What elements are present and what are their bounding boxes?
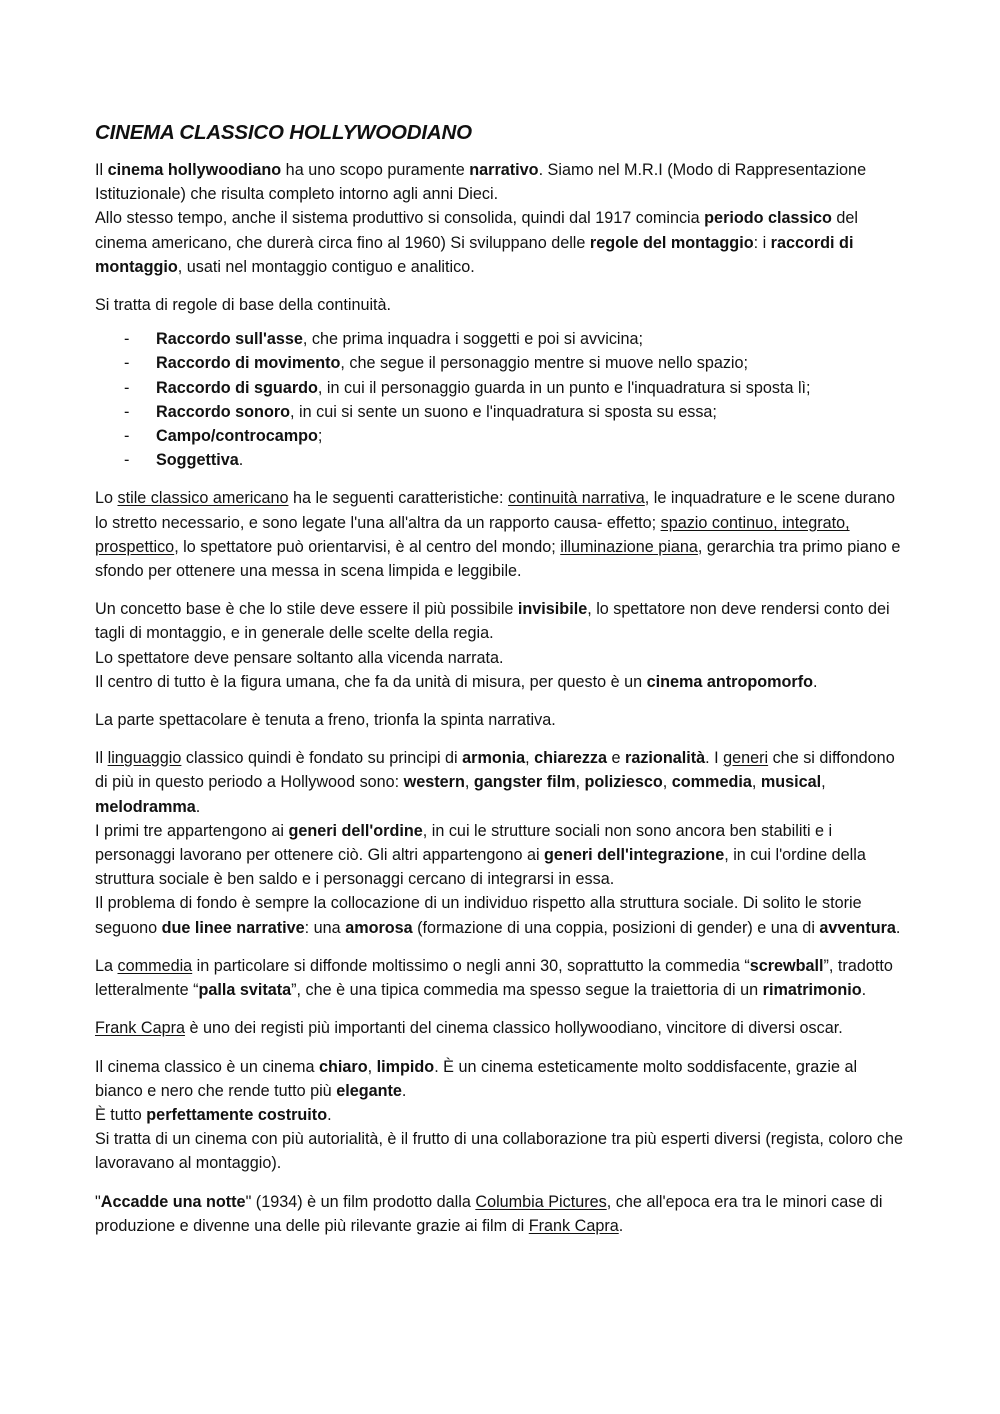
- text-run: : una: [304, 918, 346, 937]
- list-item: [95, 376, 907, 400]
- bold-term: Soggettiva: [156, 451, 239, 470]
- text-run: Si tratta di un cinema con più autorialità, è il frutto di una collaborazione tra più esperti diversi (regista, coloro che lavoravano al montaggio).: [95, 1130, 903, 1173]
- text-run: , usati nel montaggio contiguo e analitico.: [177, 257, 475, 276]
- list-dash-marker: -: [124, 378, 130, 397]
- list-item: [95, 400, 907, 424]
- list-dash-marker: -: [124, 354, 130, 373]
- text-run: .: [813, 672, 818, 691]
- text-run: . Siamo nel M.R.I (Modo di Rappresentazione Istituzionale) che risulta completo intorno agli anni Dieci.: [95, 161, 867, 204]
- bold-term: regole del montaggio: [589, 233, 754, 252]
- text-run: ": [95, 1192, 101, 1211]
- text-run: , in cui il personaggio guarda in un punto e l'inquadratura si sposta lì;: [317, 378, 811, 397]
- underlined-term: Frank Capra: [528, 1216, 619, 1235]
- bold-term: Raccordo di movimento: [156, 354, 341, 373]
- text-run: Il centro di tutto è la figura umana, che fa da unità di misura, per questo è un: [95, 672, 647, 691]
- text-run: , che segue il personaggio mentre si muove nello spazio;: [340, 354, 749, 373]
- text-run: ,: [662, 773, 672, 792]
- paragraph: [95, 954, 907, 1002]
- text-run: È tutto: [95, 1105, 147, 1124]
- text-run: , lo spettatore non deve rendersi conto dei tagli di montaggio, e in generale delle scelte della regia.: [95, 600, 890, 643]
- text-run: .: [195, 797, 201, 816]
- text-run: ”, che è una tipica commedia ma spesso segue la traiettoria di un: [291, 981, 763, 1000]
- text-run: ,: [751, 773, 761, 792]
- list-item: [95, 351, 907, 375]
- list-dash-marker: -: [124, 402, 130, 421]
- bold-term: cinema hollywoodiano: [107, 161, 282, 179]
- text-run: . È un cinema esteticamente molto soddisfacente, grazie al bianco e nero che rende tutto più: [95, 1057, 858, 1100]
- text-run: , in cui si sente un suono e l'inquadratura si sposta su essa;: [290, 402, 717, 421]
- bold-term: periodo classico: [704, 209, 832, 228]
- text-run: " (1934) è un film prodotto dalla: [245, 1192, 476, 1211]
- text-run: : i: [753, 233, 771, 252]
- paragraph: [95, 1055, 907, 1176]
- document-title: CINEMA CLASSICO HOLLYWOODIANO: [95, 121, 472, 144]
- text-run: , le inquadrature e le scene durano lo stretto necessario, e sono legate l'una all'altra da un rapporto causa- effetto;: [95, 489, 895, 532]
- text-run: del cinema americano, che durerà circa fino al 1960) Si sviluppano delle: [95, 209, 859, 252]
- bold-term: narrativo: [469, 161, 539, 179]
- underlined-term: continuità narrativa: [508, 489, 645, 508]
- text-run: classico quindi è fondato su principi di: [181, 749, 463, 768]
- bold-term: cinema antropomorfo: [646, 672, 813, 691]
- text-run: .: [618, 1216, 624, 1235]
- text-run: ,: [821, 773, 826, 792]
- bold-term: raccordi di montaggio: [95, 233, 854, 276]
- text-run: , in cui le strutture sociali non sono ancora ben stabiliti e i personaggi lavorano per ottenere ciò. Gli altri appartengono ai: [95, 821, 833, 865]
- text-run: ,: [525, 749, 535, 768]
- underlined-term: commedia: [117, 956, 193, 975]
- text-run: Il cinema classico è un cinema: [95, 1057, 320, 1076]
- bold-term: generi dell'ordine: [288, 821, 423, 840]
- paragraph: [95, 746, 907, 940]
- text-run: , gerarchia tra primo piano e sfondo per ottenere una messa in scena limpida e leggibile.: [95, 537, 901, 581]
- list-item: [95, 448, 907, 472]
- paragraph: [95, 293, 907, 317]
- text-run: .: [238, 451, 244, 470]
- underlined-term: generi: [723, 749, 769, 768]
- text-run: Il: [95, 749, 108, 768]
- text-run: La: [95, 956, 118, 975]
- underlined-term: linguaggio: [107, 749, 182, 768]
- bold-term: Raccordo sull'asse: [156, 330, 303, 349]
- bold-term: due linee narrative: [161, 918, 305, 937]
- underlined-term: spazio continuo, integrato, prospettico: [95, 513, 850, 556]
- text-run: in particolare si diffonde moltissimo o negli anni 30, soprattutto la commedia “: [192, 956, 750, 975]
- bold-term: limpido: [376, 1057, 435, 1076]
- bold-term: generi dell'integrazione: [544, 846, 725, 865]
- list-item: [95, 424, 907, 448]
- paragraph: [95, 486, 907, 583]
- underlined-term: Frank Capra: [95, 1019, 185, 1038]
- text-run: Il: [95, 161, 108, 179]
- bold-term: musical: [760, 773, 822, 792]
- text-run: I primi tre appartengono ai: [95, 821, 289, 840]
- bold-term: western: [403, 773, 465, 792]
- text-run: ,: [367, 1057, 377, 1076]
- bold-term: perfettamente costruito: [146, 1105, 328, 1124]
- text-run: . I: [705, 749, 724, 768]
- list-item: [95, 327, 907, 351]
- bold-term: armonia: [462, 749, 526, 768]
- body-section: [95, 486, 907, 1237]
- text-run: è uno dei registi più importanti del cinema classico hollywoodiano, vincitore di diversi oscar.: [184, 1019, 843, 1038]
- raccordi-list: [95, 327, 907, 472]
- bold-term: elegante: [336, 1081, 402, 1100]
- bold-term: razionalità: [625, 749, 706, 768]
- text-run: Si tratta di regole di base della continuità.: [95, 296, 392, 315]
- text-run: che si diffondono di più in questo periodo a Hollywood sono:: [95, 749, 895, 792]
- bold-term: chiaro: [319, 1057, 368, 1076]
- text-run: .: [861, 981, 867, 1000]
- underlined-term: Columbia Pictures: [475, 1192, 607, 1211]
- text-run: .: [401, 1081, 407, 1100]
- text-run: ha uno scopo puramente: [281, 161, 470, 179]
- bold-term: avventura: [819, 918, 896, 937]
- paragraph: [95, 1016, 907, 1040]
- text-run: ha le seguenti caratteristiche:: [288, 489, 509, 508]
- text-run: , in cui l'ordine della struttura sociale è ben saldo e i personaggi cercano di integrarsi in essa.: [95, 846, 866, 889]
- list-dash-marker: -: [124, 330, 130, 349]
- bold-term: screwball: [749, 956, 824, 975]
- text-run: Lo spettatore deve pensare soltanto alla vicenda narrata.: [95, 648, 504, 667]
- bold-term: commedia: [671, 773, 752, 792]
- text-run: ,: [464, 773, 474, 792]
- bold-term: Raccordo di sguardo: [156, 378, 318, 397]
- underlined-term: stile classico americano: [117, 489, 289, 508]
- paragraph: [95, 158, 907, 279]
- list-dash-marker: -: [124, 451, 130, 470]
- text-run: Il problema di fondo è sempre la collocazione di un individuo rispetto alla struttura sociale. Di solito le storie seguono: [95, 894, 862, 937]
- text-run: ”, tradotto letteralmente “: [95, 956, 893, 1000]
- text-run: ;: [317, 427, 323, 446]
- bold-term: Raccordo sonoro: [156, 402, 291, 421]
- bold-term: chiarezza: [534, 749, 608, 768]
- bold-term: gangster film: [473, 773, 576, 792]
- text-run: , lo spettatore può orientarvisi, è al centro del mondo;: [174, 537, 561, 556]
- text-run: La parte spettacolare è tenuta a freno, trionfa la spinta narrativa.: [95, 711, 556, 730]
- text-run: Allo stesso tempo, anche il sistema produttivo si consolida, quindi dal 1917 comincia: [95, 209, 705, 228]
- underlined-term: illuminazione piana: [560, 537, 698, 556]
- text-run: ,: [575, 773, 585, 792]
- bold-term: Campo/controcampo: [156, 427, 318, 446]
- text-run: .: [895, 918, 901, 937]
- text-run: Lo: [95, 489, 118, 508]
- bold-term: Accadde una notte: [100, 1192, 246, 1211]
- text-run: e: [607, 749, 626, 768]
- list-dash-marker: -: [124, 427, 130, 446]
- text-run: , che prima inquadra i soggetti e poi si avvicina;: [302, 330, 644, 349]
- bold-term: amorosa: [345, 918, 413, 937]
- bold-term: melodramma: [95, 797, 196, 816]
- text-run: , che all'epoca era tra le minori case di produzione e divenne una delle più rilevante grazie ai film di: [95, 1192, 883, 1235]
- bold-term: invisibile: [517, 600, 588, 619]
- bold-term: palla svitata: [198, 981, 292, 1000]
- bold-term: rimatrimonio: [762, 981, 862, 1000]
- paragraph: [95, 708, 907, 732]
- text-run: .: [327, 1105, 332, 1124]
- paragraph: [95, 597, 907, 694]
- paragraph: [95, 1190, 907, 1238]
- text-run: Un concetto base è che lo stile deve essere il più possibile: [95, 600, 518, 619]
- intro-section: [95, 158, 907, 317]
- document-page: [95, 118, 907, 1252]
- text-run: (formazione di una coppia, posizioni di gender) e una di: [412, 918, 820, 937]
- bold-term: poliziesco: [584, 773, 663, 792]
